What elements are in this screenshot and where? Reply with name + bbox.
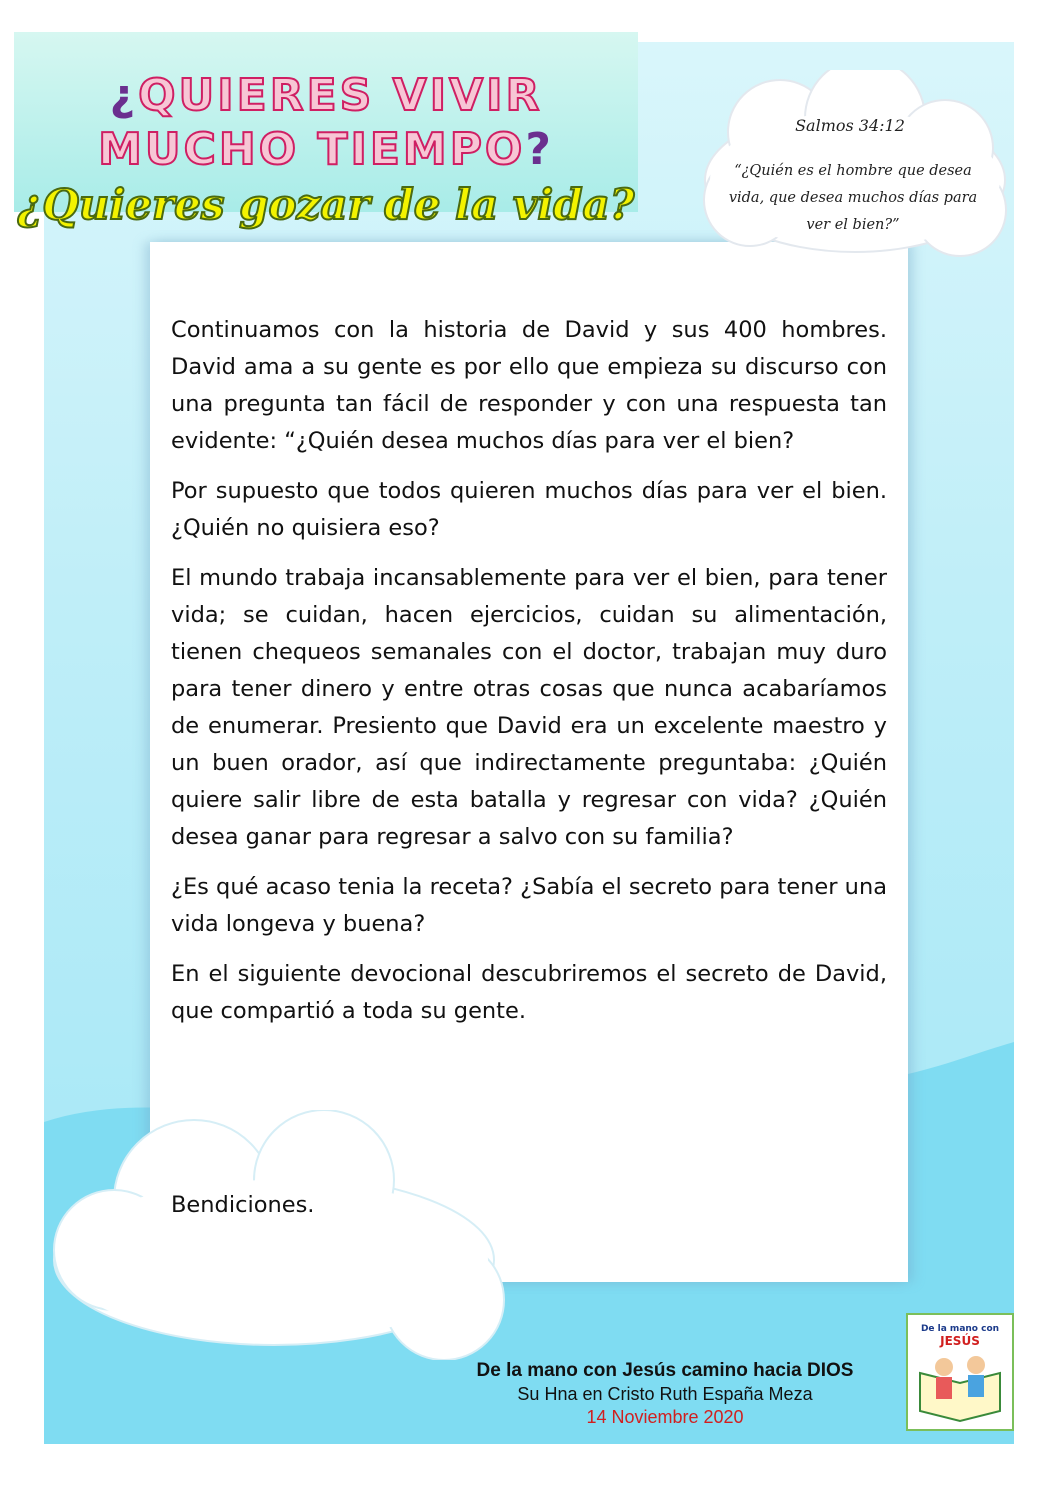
- footer-author: Su Hna en Cristo Ruth España Meza: [517, 1384, 813, 1404]
- cloud-icon: [44, 1110, 524, 1360]
- footer-date: 14 Noviembre 2020: [586, 1407, 744, 1427]
- title-line-1: ¿QUIERES VIVIR: [109, 70, 543, 121]
- paragraph: El mundo trabaja incansablemente para ver el bien, para tener vida; se cuidan, hacen ejercicios, cuidan su alimentación, tienen chequeos semanales con el doctor, trabajan muy duro para tener dinero y entre otras cosas que nunca acabaríamos de enumerar. Presiento que David era un excelente maestro y un buen orador, así que indirectamente preguntaba: ¿Quién quiere salir libre de esta batalla y regresar con vida? ¿Quién desea ganar para regresar a salvo con su familia?: [171, 565, 887, 850]
- closing-blessing: Bendiciones.: [171, 1192, 315, 1218]
- children-with-book-logo-icon: [906, 1313, 1014, 1431]
- paragraph: ¿Es qué acaso tenia la receta? ¿Sabía el secreto para tener una vida longeva y buena?: [171, 874, 887, 937]
- footer-ministry: De la mano con Jesús camino hacia DIOS: [476, 1360, 854, 1381]
- devotional-text: [171, 312, 887, 1043]
- paragraph: Por supuesto que todos quieren muchos días para ver el bien. ¿Quién no quisiera eso?: [171, 478, 887, 541]
- logo-name: JESÚS: [940, 1334, 980, 1348]
- footer: [430, 1360, 900, 1428]
- paragraph: En el siguiente devocional descubriremos el secreto de David, que compartió a toda su gente.: [171, 961, 887, 1024]
- subtitle: ¿Quieres gozar de la vida?: [17, 180, 635, 229]
- verse-text: “¿Quién es el hombre que desea vida, que desea muchos días para ver el bien?”: [728, 163, 978, 233]
- paragraph: Continuamos con la historia de David y sus 400 hombres. David ama a su gente es por ello que empieza su discurso con una pregunta tan fácil de responder y con una respuesta tan evidente: “¿Quién desea muchos días para ver el bien?: [171, 317, 887, 454]
- title-banner: [14, 32, 638, 229]
- title-line-2: MUCHO TIEMPO?: [98, 124, 554, 175]
- verse-reference: Salmos 34:12: [795, 116, 905, 135]
- logo-text: De la mano con: [920, 1324, 1000, 1334]
